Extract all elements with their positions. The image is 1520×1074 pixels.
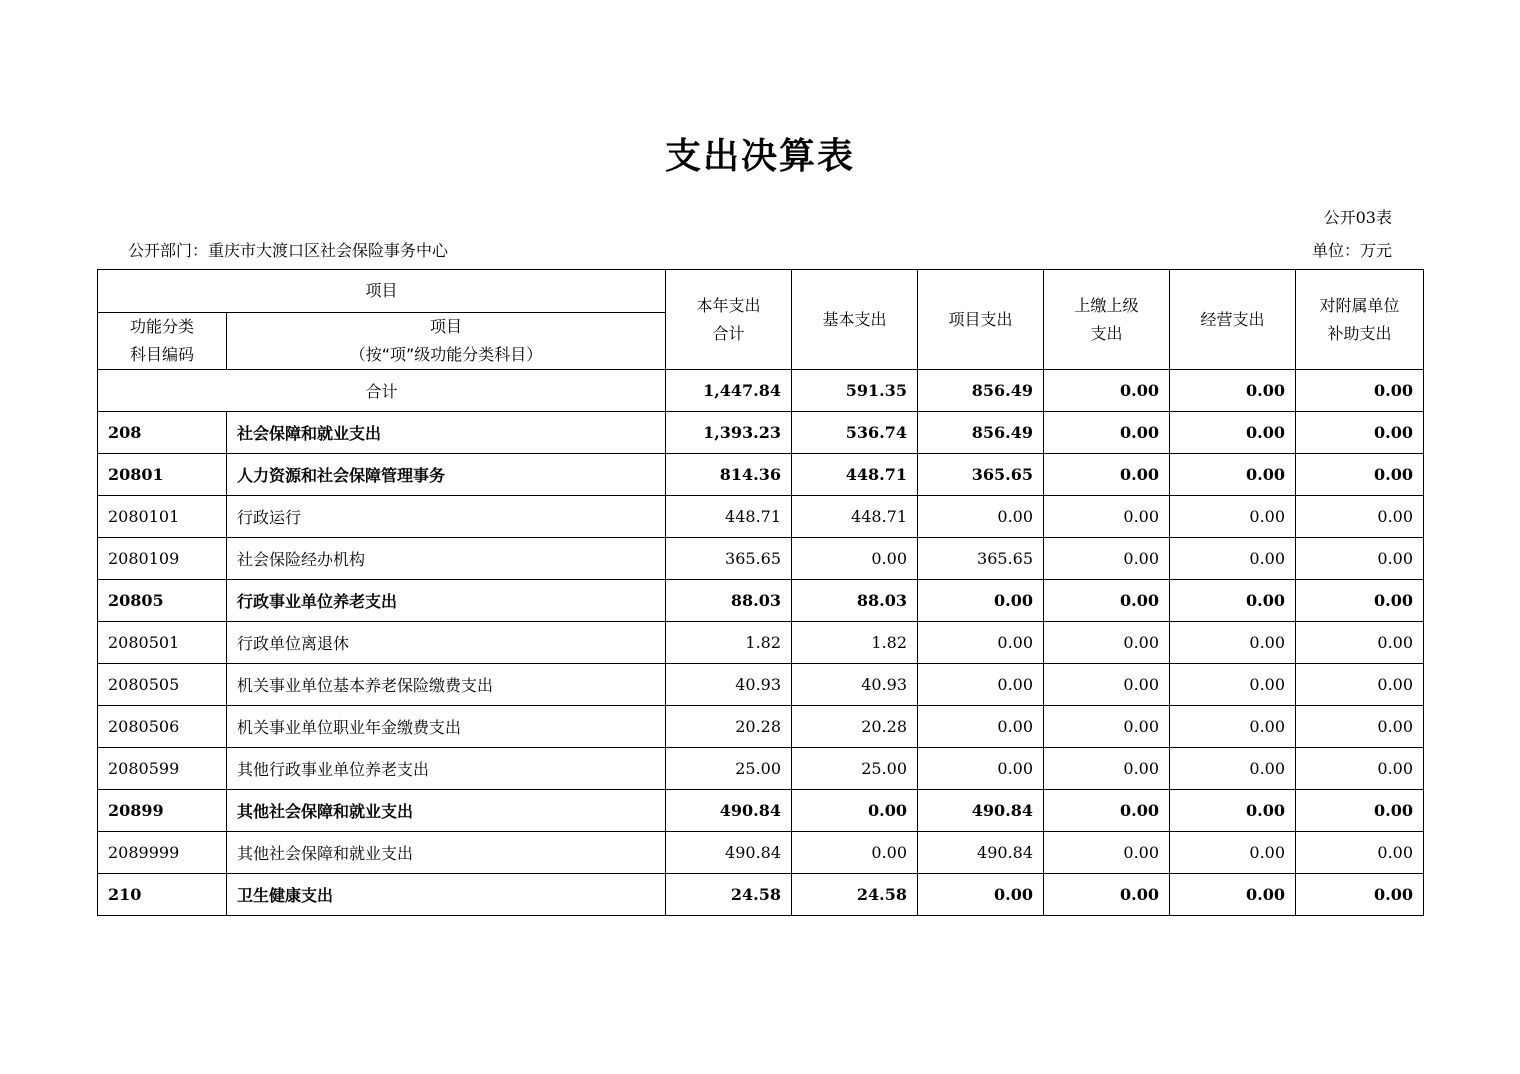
row-upper: 0.00 (1044, 496, 1170, 538)
row-project: 856.49 (918, 412, 1044, 454)
row-project: 365.65 (918, 454, 1044, 496)
row-code: 2080599 (98, 748, 227, 790)
row-name: 社会保险经办机构 (227, 538, 666, 580)
row-project: 365.65 (918, 538, 1044, 580)
row-business: 0.00 (1170, 580, 1296, 622)
row-code: 20805 (98, 580, 227, 622)
header-upper-line1: 上缴上级 (1074, 295, 1139, 315)
header-total (666, 270, 792, 370)
row-subsidy: 0.00 (1296, 496, 1424, 538)
table-row (98, 664, 1424, 706)
total-row (98, 370, 1424, 412)
row-name: 行政运行 (227, 496, 666, 538)
row-basic: 1.82 (792, 622, 918, 664)
table-row (98, 496, 1424, 538)
row-subsidy: 0.00 (1296, 706, 1424, 748)
row-basic: 536.74 (792, 412, 918, 454)
header-func-code-line2: 科目编码 (129, 345, 194, 364)
row-upper: 0.00 (1044, 622, 1170, 664)
row-basic: 40.93 (792, 664, 918, 706)
row-code: 2080505 (98, 664, 227, 706)
row-subsidy: 0.00 (1296, 580, 1424, 622)
row-subsidy: 0.00 (1296, 412, 1424, 454)
table-row (98, 790, 1424, 832)
row-business: 0.00 (1170, 664, 1296, 706)
row-project: 490.84 (918, 790, 1044, 832)
header-item (227, 313, 666, 370)
header-item-line1: 项目 (430, 317, 463, 336)
row-total: 1,393.23 (666, 412, 792, 454)
total-basic: 591.35 (792, 370, 918, 412)
row-name: 行政单位离退休 (227, 622, 666, 664)
header-upper (1044, 270, 1170, 370)
row-upper: 0.00 (1044, 832, 1170, 874)
row-project: 490.84 (918, 832, 1044, 874)
row-business: 0.00 (1170, 790, 1296, 832)
row-subsidy: 0.00 (1296, 454, 1424, 496)
row-project: 0.00 (918, 706, 1044, 748)
row-project: 0.00 (918, 748, 1044, 790)
form-number: 公开03表 (1323, 208, 1392, 227)
row-subsidy: 0.00 (1296, 622, 1424, 664)
row-business: 0.00 (1170, 622, 1296, 664)
table-row (98, 874, 1424, 916)
total-business: 0.00 (1170, 370, 1296, 412)
row-total: 25.00 (666, 748, 792, 790)
header-func-code-line1: 功能分类 (129, 317, 194, 336)
row-upper: 0.00 (1044, 874, 1170, 916)
row-subsidy: 0.00 (1296, 790, 1424, 832)
expenditure-table (97, 269, 1424, 916)
row-upper: 0.00 (1044, 412, 1170, 454)
row-name: 机关事业单位职业年金缴费支出 (227, 706, 666, 748)
table-row (98, 454, 1424, 496)
row-business: 0.00 (1170, 706, 1296, 748)
header-business: 经营支出 (1170, 270, 1296, 370)
department-label: 公开部门：重庆市大渡口区社会保险事务中心 (128, 241, 449, 260)
row-project: 0.00 (918, 622, 1044, 664)
table-row (98, 832, 1424, 874)
total-subsidy: 0.00 (1296, 370, 1424, 412)
row-code: 2080506 (98, 706, 227, 748)
row-business: 0.00 (1170, 748, 1296, 790)
row-subsidy: 0.00 (1296, 664, 1424, 706)
row-business: 0.00 (1170, 412, 1296, 454)
row-total: 490.84 (666, 790, 792, 832)
row-basic: 448.71 (792, 496, 918, 538)
row-name: 社会保障和就业支出 (227, 412, 666, 454)
row-name: 其他行政事业单位养老支出 (227, 748, 666, 790)
row-code: 2080109 (98, 538, 227, 580)
header-func-code (98, 313, 227, 370)
row-name: 其他社会保障和就业支出 (227, 832, 666, 874)
row-code: 20899 (98, 790, 227, 832)
row-subsidy: 0.00 (1296, 874, 1424, 916)
row-business: 0.00 (1170, 874, 1296, 916)
row-basic: 25.00 (792, 748, 918, 790)
row-basic: 0.00 (792, 832, 918, 874)
row-basic: 448.71 (792, 454, 918, 496)
row-total: 448.71 (666, 496, 792, 538)
row-total: 88.03 (666, 580, 792, 622)
row-project: 0.00 (918, 496, 1044, 538)
row-name: 行政事业单位养老支出 (227, 580, 666, 622)
row-business: 0.00 (1170, 538, 1296, 580)
table-row (98, 580, 1424, 622)
row-code: 210 (98, 874, 227, 916)
row-upper: 0.00 (1044, 580, 1170, 622)
page-title: 支出决算表 (664, 136, 855, 177)
row-project: 0.00 (918, 580, 1044, 622)
row-total: 20.28 (666, 706, 792, 748)
row-total: 40.93 (666, 664, 792, 706)
row-code: 2080101 (98, 496, 227, 538)
row-code: 208 (98, 412, 227, 454)
row-code: 2089999 (98, 832, 227, 874)
row-total: 490.84 (666, 832, 792, 874)
table-row (98, 748, 1424, 790)
header-upper-line2: 支出 (1090, 323, 1123, 343)
row-basic: 0.00 (792, 538, 918, 580)
row-basic: 88.03 (792, 580, 918, 622)
row-subsidy: 0.00 (1296, 538, 1424, 580)
row-total: 814.36 (666, 454, 792, 496)
row-basic: 0.00 (792, 790, 918, 832)
row-business: 0.00 (1170, 832, 1296, 874)
row-name: 人力资源和社会保障管理事务 (227, 454, 666, 496)
header-item-line2: （按“项”级功能分类科目） (349, 345, 543, 364)
table-row (98, 538, 1424, 580)
row-name: 其他社会保障和就业支出 (227, 790, 666, 832)
table-row (98, 706, 1424, 748)
row-name: 卫生健康支出 (227, 874, 666, 916)
row-total: 365.65 (666, 538, 792, 580)
header-subsidy-line1: 对附属单位 (1319, 295, 1400, 315)
row-subsidy: 0.00 (1296, 832, 1424, 874)
total-total: 1,447.84 (666, 370, 792, 412)
row-upper: 0.00 (1044, 664, 1170, 706)
row-total: 24.58 (666, 874, 792, 916)
header-item-group: 项目 (98, 270, 666, 313)
total-label: 合计 (98, 370, 666, 412)
row-code: 20801 (98, 454, 227, 496)
header-total-line1: 本年支出 (696, 295, 761, 315)
unit-label: 单位：万元 (1311, 241, 1392, 260)
row-upper: 0.00 (1044, 790, 1170, 832)
header-basic: 基本支出 (792, 270, 918, 370)
header-subsidy-line2: 补助支出 (1327, 323, 1392, 343)
header-subsidy (1296, 270, 1424, 370)
table-row (98, 622, 1424, 664)
total-project: 856.49 (918, 370, 1044, 412)
row-basic: 20.28 (792, 706, 918, 748)
row-name: 机关事业单位基本养老保险缴费支出 (227, 664, 666, 706)
row-project: 0.00 (918, 874, 1044, 916)
row-upper: 0.00 (1044, 706, 1170, 748)
row-business: 0.00 (1170, 454, 1296, 496)
row-upper: 0.00 (1044, 538, 1170, 580)
row-code: 2080501 (98, 622, 227, 664)
table-row (98, 412, 1424, 454)
row-basic: 24.58 (792, 874, 918, 916)
header-project: 项目支出 (918, 270, 1044, 370)
header-total-line2: 合计 (712, 323, 745, 343)
row-subsidy: 0.00 (1296, 748, 1424, 790)
row-upper: 0.00 (1044, 748, 1170, 790)
row-project: 0.00 (918, 664, 1044, 706)
total-upper: 0.00 (1044, 370, 1170, 412)
row-upper: 0.00 (1044, 454, 1170, 496)
row-business: 0.00 (1170, 496, 1296, 538)
row-total: 1.82 (666, 622, 792, 664)
